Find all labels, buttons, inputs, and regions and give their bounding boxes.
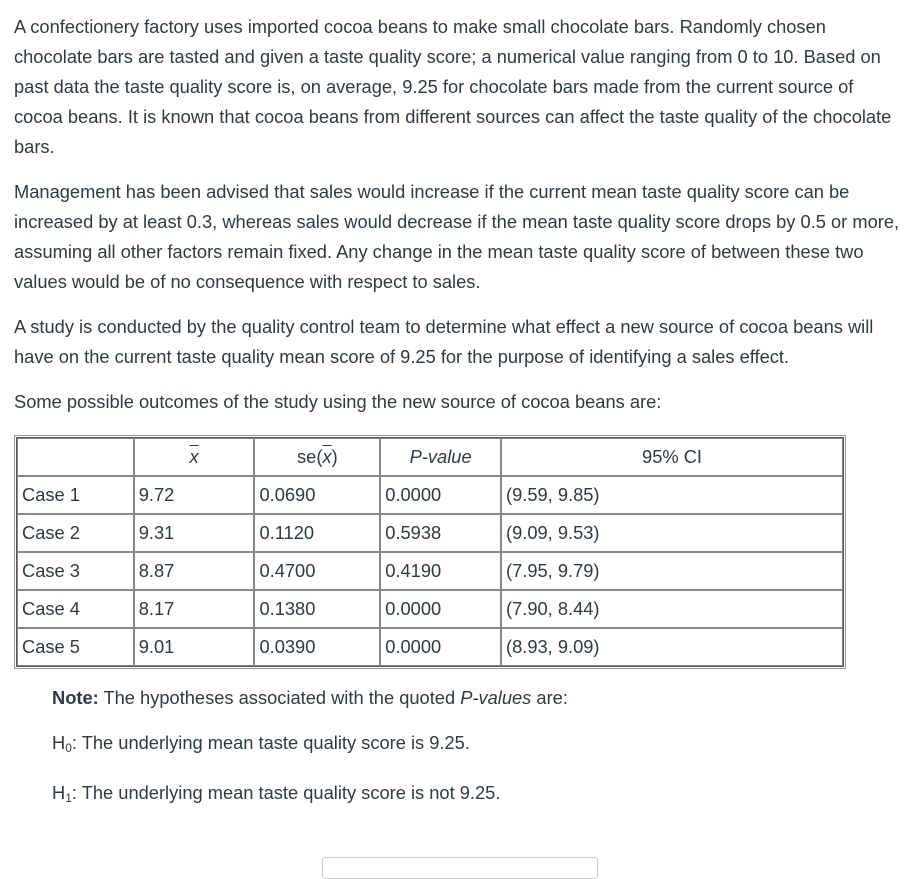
table-row [17,514,843,552]
table-row [17,628,843,666]
xbar-cell: 8.87 [134,552,255,590]
header-se: $se(\overline{x})$ [254,438,380,476]
ci-cell: (8.93, 9.09) [501,628,843,666]
ci-cell: (7.90, 8.44) [501,590,843,628]
xbar-cell: 9.01 [134,628,255,666]
pvalue-cell: 0.0000 [380,476,501,514]
table-row [17,590,843,628]
header-case [17,438,134,476]
table-row [17,476,843,514]
alternative-hypothesis: $H_1$: The underlying mean taste quality score is not 9.25. [52,782,501,805]
se-cell: 0.1120 [254,514,380,552]
null-hypothesis: $H_0$: The underlying mean taste quality score is 9.25. [52,732,470,755]
header-ci: 95% CI [501,438,843,476]
header-xbar: $\overline{x}$ [134,438,255,476]
outcomes-intro: Some possible outcomes of the study using the new source of cocoa beans are: [14,391,662,412]
xbar-cell: 8.17 [134,590,255,628]
case-cell: Case 4 [17,590,134,628]
hypotheses-note [52,683,904,813]
header-pvalue: P-value [380,438,501,476]
se-cell: 0.1380 [254,590,380,628]
xbar-cell: 9.31 [134,514,255,552]
case-cell: Case 5 [17,628,134,666]
outcomes-table [16,437,844,667]
pvalue-cell: 0.0000 [380,590,501,628]
ci-cell: (9.09, 9.53) [501,514,843,552]
ci-cell: (9.59, 9.85) [501,476,843,514]
table-header-row [17,438,843,476]
se-cell: 0.0690 [254,476,380,514]
ci-cell: (7.95, 9.79) [501,552,843,590]
pvalue-cell: 0.5938 [380,514,501,552]
intro-paragraph: A confectionery factory uses imported cocoa beans to make small chocolate bars. Randomly chosen chocolate bars are tasted and given a taste quality score; a numerical value ranging from 0 to 10. Based on past data the taste quality score is, on average, 9.25 for chocolate bars made from the current source of cocoa beans. It is known that cocoa beans from different sources can affect the taste quality of the chocolate bars. [14,16,892,157]
note-line: Note: The hypotheses associated with the quoted P-values are: [52,687,568,708]
study-paragraph: A study is conducted by the quality control team to determine what effect a new source of cocoa beans will have on the current taste quality mean score of 9.25 for the purpose of identifying a sales effect. [14,316,874,367]
question-content [14,12,904,828]
management-paragraph: Management has been advised that sales would increase if the current mean taste quality score can be increased by at least 0.3, whereas sales would decrease if the mean taste quality score drops by 0.5 or more, assuming all other factors remain fixed. Any change in the mean taste quality score of between these two values would be of no consequence with respect to sales. [14,181,900,292]
table-row [17,552,843,590]
case-cell: Case 2 [17,514,134,552]
answer-select[interactable] [322,857,598,879]
case-cell: Case 1 [17,476,134,514]
pvalue-cell: 0.0000 [380,628,501,666]
se-cell: 0.4700 [254,552,380,590]
xbar-cell: 9.72 [134,476,255,514]
case-cell: Case 3 [17,552,134,590]
se-cell: 0.0390 [254,628,380,666]
pvalue-cell: 0.4190 [380,552,501,590]
